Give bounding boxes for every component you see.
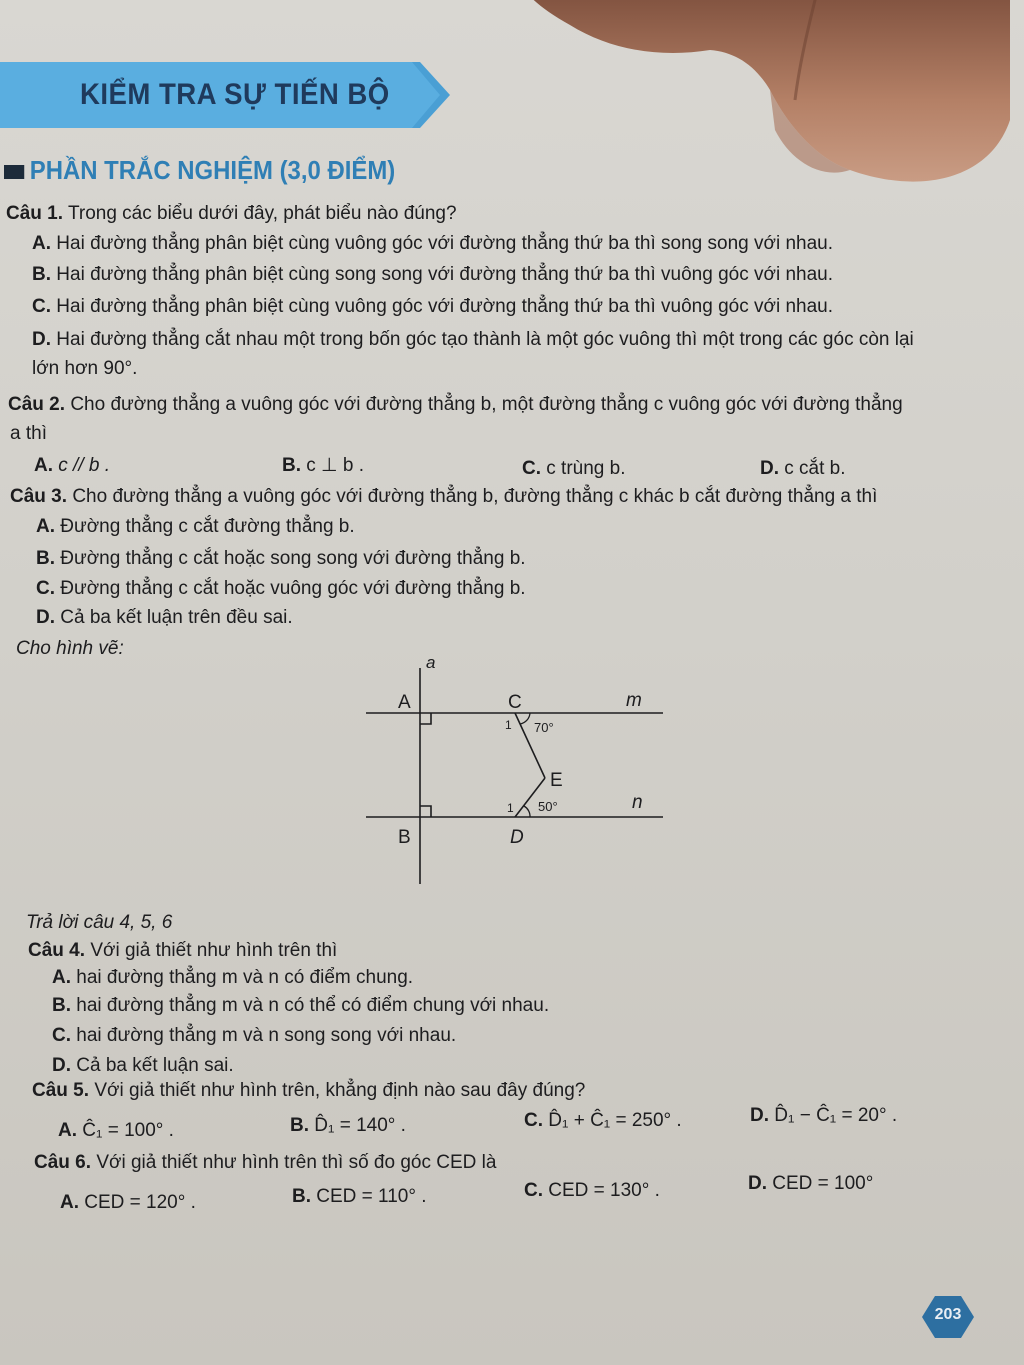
q1-option-a: A. Hai đường thẳng phân biệt cùng vuông góc với đường thẳng thứ ba thì song song với nhau.	[32, 233, 834, 254]
label-70: 70°	[534, 720, 554, 735]
q5-option-b: B. D̂₁ = 140° .	[290, 1115, 406, 1136]
q4-option-c: C. hai đường thẳng m và n song song với nhau.	[52, 1025, 457, 1046]
section-title: PHẦN TRẮC NGHIỆM (3,0 ĐIỂM)	[4, 155, 395, 186]
q1-option-d: D. Hai đường thẳng cắt nhau một trong bốn góc tạo thành là một góc vuông thì một trong các góc còn lại	[32, 329, 914, 350]
right-angle-B	[420, 806, 431, 817]
page-title: KIỂM TRA SỰ TIẾN BỘ	[80, 78, 390, 111]
q4-stem: Câu 4. Với giả thiết như hình trên thì	[28, 940, 338, 961]
q2-stem-cont: a thì	[10, 423, 47, 444]
label-A: A	[398, 692, 411, 713]
label-C: C	[508, 692, 522, 713]
q2-option-b: B. c ⊥ b .	[282, 455, 365, 476]
label-B: B	[398, 827, 411, 848]
q1-option-d-cont: lớn hơn 90°.	[32, 358, 138, 379]
right-angle-A	[420, 713, 431, 724]
angle-arc-D	[524, 806, 530, 817]
page-number-badge	[922, 1294, 974, 1340]
q6-stem: Câu 6. Với giả thiết như hình trên thì số đo góc CED là	[34, 1152, 497, 1173]
q1-option-c: C. Hai đường thẳng phân biệt cùng vuông góc với đường thẳng thứ ba thì vuông góc với nhau.	[32, 296, 834, 317]
geometry-figure	[360, 648, 670, 888]
q5-option-a: A. Ĉ₁ = 100° .	[58, 1120, 174, 1141]
label-D1: 1	[507, 801, 514, 815]
q2-option-d: D. c cắt b.	[760, 458, 846, 479]
answer-note: Trả lời câu 4, 5, 6	[26, 912, 173, 933]
label-D: D	[510, 827, 524, 848]
q5-option-c: C. D̂₁ + Ĉ₁ = 250° .	[524, 1110, 682, 1131]
q3-option-c: C. Đường thẳng c cắt hoặc vuông góc với đường thẳng b.	[36, 578, 526, 599]
label-n: n	[632, 792, 643, 813]
q3-option-b: B. Đường thẳng c cắt hoặc song song với đường thẳng b.	[36, 548, 526, 569]
q3-option-a: A. Đường thẳng c cắt đường thẳng b.	[36, 516, 355, 537]
q2-stem: Câu 2. Cho đường thẳng a vuông góc với đường thẳng b, một đường thẳng c vuông góc với đường thẳng	[8, 394, 903, 415]
q4-option-b: B. hai đường thẳng m và n có thể có điểm chung với nhau.	[52, 995, 550, 1016]
q1-option-b: B. Hai đường thẳng phân biệt cùng song song với đường thẳng thứ ba thì vuông góc với nhau.	[32, 264, 834, 285]
finger-photo	[520, 0, 1010, 195]
figure-intro: Cho hình vẽ:	[16, 638, 124, 659]
label-E: E	[550, 770, 563, 791]
angle-arc-C	[520, 713, 530, 724]
q2-option-a: A. c // b .	[34, 455, 111, 476]
label-a: a	[426, 653, 436, 672]
section-bullet-icon	[4, 165, 24, 179]
label-C1: 1	[505, 718, 512, 732]
q6-option-b: B. CED = 110° .	[292, 1186, 427, 1207]
q5-stem: Câu 5. Với giả thiết như hình trên, khẳng định nào sau đây đúng?	[32, 1080, 586, 1101]
q6-option-c: C. CED = 130° .	[524, 1180, 660, 1201]
label-50: 50°	[538, 799, 558, 814]
label-m: m	[626, 690, 642, 711]
page-number: 203	[934, 1306, 962, 1323]
q3-stem: Câu 3. Cho đường thẳng a vuông góc với đường thẳng b, đường thẳng c khác b cắt đường thẳng a thì	[10, 486, 878, 507]
q4-option-d: D. Cả ba kết luận sai.	[52, 1055, 234, 1076]
q1-stem: Câu 1. Trong các biểu dưới đây, phát biểu nào đúng?	[6, 203, 457, 224]
q4-option-a: A. hai đường thẳng m và n có điểm chung.	[52, 967, 414, 988]
q2-option-c: C. c trùng b.	[522, 458, 626, 479]
q5-option-d: D. D̂₁ − Ĉ₁ = 20° .	[750, 1105, 898, 1126]
q3-option-d: D. Cả ba kết luận trên đều sai.	[36, 607, 293, 628]
q6-option-d: D. CED = 100°	[748, 1173, 874, 1194]
q6-option-a: A. CED = 120° .	[60, 1192, 196, 1213]
